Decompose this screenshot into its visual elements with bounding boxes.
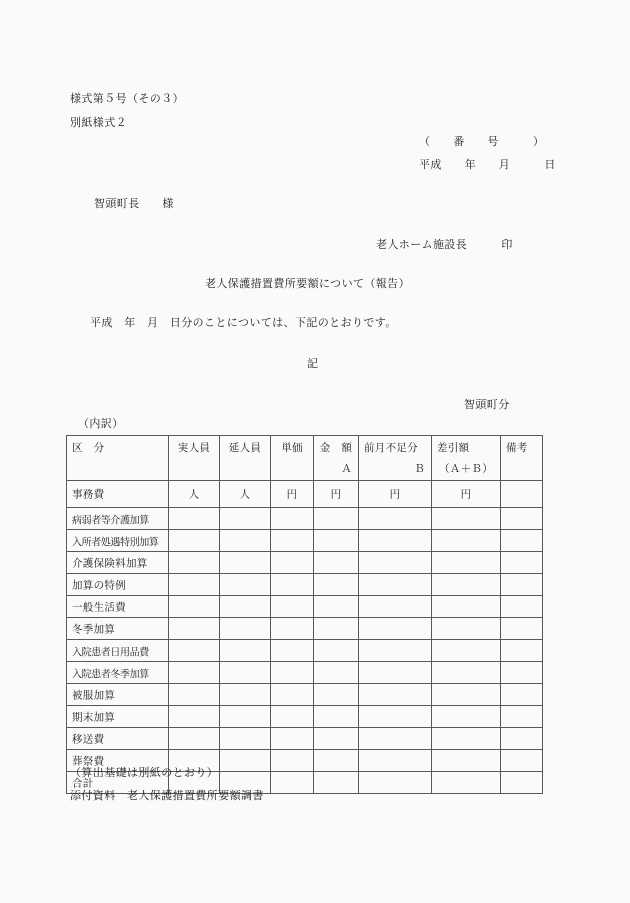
cell-sashihikigaku[interactable]: [432, 772, 501, 794]
header-cell-nobe-jinin: [220, 436, 271, 481]
table-row: [67, 508, 543, 530]
cell-tanka[interactable]: [271, 750, 314, 772]
form-number: 様式第５号（その３）: [70, 92, 184, 105]
cell-zengetsu-fusokubun[interactable]: [359, 684, 432, 706]
cell-jitsu-jinin[interactable]: [169, 706, 220, 728]
table-header-row: [67, 436, 543, 481]
cell-kingaku[interactable]: [314, 772, 359, 794]
cell-kingaku[interactable]: [314, 706, 359, 728]
cell-nobe-jinin[interactable]: [220, 530, 271, 552]
cell-zengetsu-fusokubun[interactable]: [359, 481, 432, 508]
row-label: 期末加算: [72, 711, 116, 723]
cell-sashihikigaku[interactable]: [432, 750, 501, 772]
cell-nobe-jinin[interactable]: [220, 640, 271, 662]
row-label-cell: [67, 640, 169, 662]
row-label: 合計: [72, 777, 94, 789]
row-label: 入所者処遇特別加算: [72, 537, 159, 548]
cell-kingaku[interactable]: [314, 552, 359, 574]
cell-nobe-jinin[interactable]: [220, 552, 271, 574]
cell-tanka[interactable]: [271, 662, 314, 684]
cell-jitsu-jinin[interactable]: [169, 574, 220, 596]
cell-nobe-jinin[interactable]: [220, 596, 271, 618]
cell-jitsu-jinin[interactable]: [169, 728, 220, 750]
cell-jitsu-jinin[interactable]: [169, 508, 220, 530]
cell-nobe-jinin[interactable]: [220, 481, 271, 508]
row-label: 葬祭費: [72, 755, 105, 767]
row-label-cell: [67, 728, 169, 750]
row-label-cell: [67, 618, 169, 640]
cell-sashihikigaku[interactable]: [432, 508, 501, 530]
cell-jitsu-jinin[interactable]: [169, 596, 220, 618]
cell-kingaku[interactable]: [314, 684, 359, 706]
row-label-cell: [67, 508, 169, 530]
cell-zengetsu-fusokubun[interactable]: [359, 508, 432, 530]
row-label: 病弱者等介護加算: [72, 515, 149, 526]
cell-biko[interactable]: [501, 750, 543, 772]
cell-tanka[interactable]: [271, 530, 314, 552]
attachment-note: 添付資料 老人保護措置費所要額調書: [70, 789, 264, 802]
cell-tanka[interactable]: [271, 596, 314, 618]
cell-jitsu-jinin[interactable]: [169, 684, 220, 706]
table-row: [67, 662, 543, 684]
cell-biko[interactable]: [501, 728, 543, 750]
cell-zengetsu-fusokubun[interactable]: [359, 596, 432, 618]
header-cell-kingaku: [314, 436, 359, 481]
cell-tanka[interactable]: [271, 574, 314, 596]
table-row: [67, 728, 543, 750]
cell-sashihikigaku[interactable]: [432, 662, 501, 684]
cell-sashihikigaku[interactable]: [432, 684, 501, 706]
cell-zengetsu-fusokubun[interactable]: [359, 552, 432, 574]
cell-biko[interactable]: [501, 508, 543, 530]
cell-biko[interactable]: [501, 772, 543, 794]
header-label-tanka: 単価: [281, 442, 303, 454]
cell-tanka[interactable]: [271, 728, 314, 750]
cell-kingaku[interactable]: [314, 728, 359, 750]
row-label-cell: [67, 706, 169, 728]
header-label-zengetsu-fusokubun: 前月不足分: [364, 442, 418, 454]
unit-yen-sashihiki: 円: [460, 488, 472, 501]
table-row: [67, 640, 543, 662]
cell-biko[interactable]: [501, 596, 543, 618]
row-label: 冬季加算: [72, 623, 116, 635]
cell-tanka[interactable]: [271, 481, 314, 508]
row-label-cell: [67, 574, 169, 596]
row-label: 介護保険料加算: [72, 557, 148, 569]
table-body: [67, 481, 543, 794]
table-row: [67, 552, 543, 574]
cell-biko[interactable]: [501, 640, 543, 662]
cell-kingaku[interactable]: [314, 618, 359, 640]
unit-yen-tanka: 円: [286, 488, 298, 501]
table-row: [67, 481, 543, 508]
cell-sashihikigaku[interactable]: [432, 640, 501, 662]
unit-yen-zengetsu: 円: [389, 488, 401, 501]
cell-biko[interactable]: [501, 481, 543, 508]
header-cell-tanka: [271, 436, 314, 481]
calculation-basis-note: （算出基礎は別紙のとおり）: [70, 766, 219, 779]
header-cell-kubun: [67, 436, 169, 481]
cell-tanka[interactable]: [271, 618, 314, 640]
cell-zengetsu-fusokubun[interactable]: [359, 618, 432, 640]
cell-nobe-jinin[interactable]: [220, 706, 271, 728]
header-label-nobe-jinin: 延人員: [228, 442, 262, 454]
ki-marker: 記: [307, 357, 319, 370]
cell-sashihikigaku[interactable]: [432, 618, 501, 640]
cell-nobe-jinin[interactable]: [220, 662, 271, 684]
cell-kingaku[interactable]: [314, 508, 359, 530]
header-label-sashihikigaku: 差引額: [437, 442, 470, 454]
header-label-jitsu-jinin: 実人員: [177, 442, 211, 454]
cell-sashihikigaku[interactable]: [432, 481, 501, 508]
cell-zengetsu-fusokubun[interactable]: [359, 574, 432, 596]
cell-zengetsu-fusokubun[interactable]: [359, 640, 432, 662]
cell-biko[interactable]: [501, 684, 543, 706]
row-label: 入院患者冬季加算: [72, 669, 149, 680]
row-label-cell: [67, 481, 169, 508]
cell-sashihikigaku[interactable]: [432, 574, 501, 596]
cell-jitsu-jinin[interactable]: [169, 618, 220, 640]
header-cell-sashihikigaku: [432, 436, 501, 481]
unit-nin-jitsu: 人: [188, 488, 200, 501]
table-row: [67, 596, 543, 618]
cell-sashihikigaku[interactable]: [432, 530, 501, 552]
cell-kingaku[interactable]: [314, 750, 359, 772]
cell-jitsu-jinin[interactable]: [169, 481, 220, 508]
addressee: 智頭町長 様: [94, 197, 174, 210]
cell-tanka[interactable]: [271, 772, 314, 794]
cell-nobe-jinin[interactable]: [220, 728, 271, 750]
row-label: 移送費: [72, 733, 105, 745]
cell-jitsu-jinin[interactable]: [169, 552, 220, 574]
sender-signature-line: 老人ホーム施設長 印: [376, 238, 513, 251]
cell-biko[interactable]: [501, 530, 543, 552]
cell-kingaku[interactable]: [314, 596, 359, 618]
cell-tanka[interactable]: [271, 706, 314, 728]
cell-biko[interactable]: [501, 662, 543, 684]
header-label-kubun: 区 分: [72, 442, 105, 454]
cell-jitsu-jinin[interactable]: [169, 662, 220, 684]
cell-nobe-jinin[interactable]: [220, 684, 271, 706]
row-label-cell: [67, 662, 169, 684]
cell-biko[interactable]: [501, 706, 543, 728]
cell-nobe-jinin[interactable]: [220, 508, 271, 530]
row-label: 被服加算: [72, 689, 116, 701]
header-sublabel-b: Ｂ: [414, 463, 425, 475]
annex-form-number: 別紙様式２: [70, 116, 127, 129]
document-number-field: （ 番 号 ）: [419, 135, 545, 148]
cell-kingaku[interactable]: [314, 481, 359, 508]
row-label-cell: [67, 530, 169, 552]
document-title: 老人保護措置費所要額について（報告）: [205, 277, 410, 290]
cell-sashihikigaku[interactable]: [432, 728, 501, 750]
row-label-cell: [67, 596, 169, 618]
cell-nobe-jinin[interactable]: [220, 618, 271, 640]
header-sublabel-a: Ａ: [341, 463, 352, 475]
cell-tanka[interactable]: [271, 508, 314, 530]
row-label-cell: [67, 684, 169, 706]
intro-statement: 平成 年 月 日分のことについては、下記のとおりです。: [90, 316, 397, 329]
table-row: [67, 530, 543, 552]
cell-zengetsu-fusokubun[interactable]: [359, 706, 432, 728]
row-label-jimuhi: 事務費: [72, 488, 105, 501]
header-label-biko: 備考: [506, 442, 528, 454]
table-row: [67, 706, 543, 728]
cell-tanka[interactable]: [271, 552, 314, 574]
cell-zengetsu-fusokubun[interactable]: [359, 662, 432, 684]
header-cell-zengetsu-fusokubun: [359, 436, 432, 481]
cell-biko[interactable]: [501, 552, 543, 574]
table-row: [67, 618, 543, 640]
cell-zengetsu-fusokubun[interactable]: [359, 728, 432, 750]
cell-tanka[interactable]: [271, 684, 314, 706]
cell-kingaku[interactable]: [314, 530, 359, 552]
cell-biko[interactable]: [501, 618, 543, 640]
row-label: 一般生活費: [72, 601, 126, 613]
header-cell-biko: [501, 436, 543, 481]
fee-breakdown-table-wrapper: [66, 435, 542, 794]
table-row: [67, 574, 543, 596]
document-date-field: 平成 年 月 日: [419, 158, 556, 171]
cell-zengetsu-fusokubun[interactable]: [359, 750, 432, 772]
table-row: [67, 684, 543, 706]
cell-kingaku[interactable]: [314, 640, 359, 662]
row-label: 加算の特例: [72, 579, 126, 591]
header-label-kingaku: 金 額: [319, 442, 353, 454]
cell-tanka[interactable]: [271, 640, 314, 662]
row-label: 入院患者日用品費: [72, 647, 149, 658]
cell-sashihikigaku[interactable]: [432, 706, 501, 728]
unit-yen-kingaku: 円: [330, 488, 342, 501]
cell-nobe-jinin[interactable]: [220, 574, 271, 596]
cell-sashihikigaku[interactable]: [432, 552, 501, 574]
cell-zengetsu-fusokubun[interactable]: [359, 530, 432, 552]
town-share-label: 智頭町分: [464, 398, 510, 411]
row-label-cell: [67, 552, 169, 574]
cell-kingaku[interactable]: [314, 574, 359, 596]
cell-jitsu-jinin[interactable]: [169, 640, 220, 662]
header-cell-jitsu-jinin: [169, 436, 220, 481]
breakdown-label: （内訳）: [78, 417, 124, 430]
cell-zengetsu-fusokubun[interactable]: [359, 772, 432, 794]
cell-jitsu-jinin[interactable]: [169, 530, 220, 552]
cell-nobe-jinin[interactable]: [220, 750, 271, 772]
cell-biko[interactable]: [501, 574, 543, 596]
header-sublabel-a-plus-b: （Ａ＋Ｂ）: [439, 463, 493, 475]
cell-sashihikigaku[interactable]: [432, 596, 501, 618]
unit-nin-nobe: 人: [239, 488, 251, 501]
cell-kingaku[interactable]: [314, 662, 359, 684]
fee-breakdown-table: [66, 435, 543, 794]
